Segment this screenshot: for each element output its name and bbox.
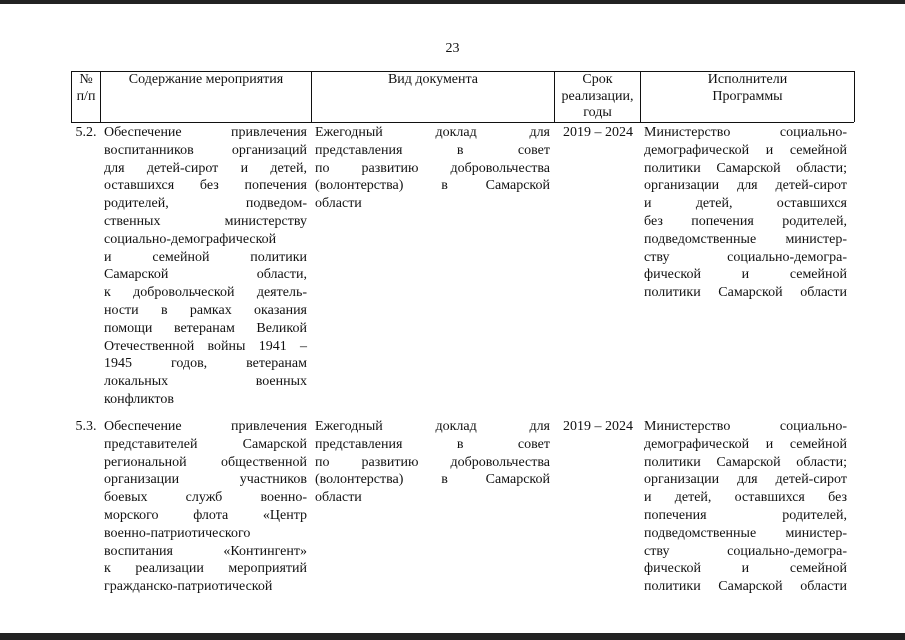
row-content: Обеспечение привлечения представителей Самарской региональной общественной организации участников боевых служб военно- морского флота «Центр военно-патриотического воспитания «Контингент» к реализации мероприятий гражданско-патриотической — [104, 419, 307, 595]
header-num: № п/п — [76, 72, 96, 104]
row-period: 2019 – 2024 — [563, 419, 633, 434]
header-content: Содержание мероприятия — [128, 72, 284, 87]
row-executors: Министерство социально- демографической и семейной политики Самарской области; организации для детей-сирот и детей, оставшихся без попечения родителей, подведомственные министер- ству социально-демогра- фической и семейной политики Самарской области — [644, 125, 847, 301]
header-period: Срок реализации, годы — [561, 72, 634, 120]
row-number: 5.2. — [75, 125, 97, 140]
bottom-border — [0, 633, 905, 640]
col-border — [854, 71, 855, 122]
page-number: 23 — [445, 41, 460, 56]
top-border — [0, 0, 905, 4]
row-executors: Министерство социально- демографической и семейной политики Самарской области; организации для детей-сирот и детей, оставшихся без попечения родителей, подведомственные министер- ству социально-демогра- фической и семейной политики Самарской области — [644, 419, 847, 595]
header-bottom-rule — [71, 122, 854, 123]
header-doctype: Вид документа — [387, 72, 479, 87]
row-period: 2019 – 2024 — [563, 125, 633, 140]
row-number: 5.3. — [75, 419, 97, 434]
row-doctype: Ежегодный доклад для представления в совет по развитию добровольчества (волонтерства) в Самарской области — [315, 419, 550, 506]
row-content: Обеспечение привлечения воспитанников организаций для детей-сирот и детей, оставшихся без попечения родителей, подведом- ственных министерству социально-демографической и семейной политики Самарской области, к добровольческой деятель- ности в рамках оказания помощи ветеранам Великой Отечественной войны 1941 – 1945 годов, ветеранам локальных военных конфликтов — [104, 125, 307, 407]
row-doctype: Ежегодный доклад для представления в совет по развитию добровольчества (волонтерства) в Самарской области — [315, 125, 550, 212]
header-executors: Исполнители Программы — [707, 72, 788, 104]
